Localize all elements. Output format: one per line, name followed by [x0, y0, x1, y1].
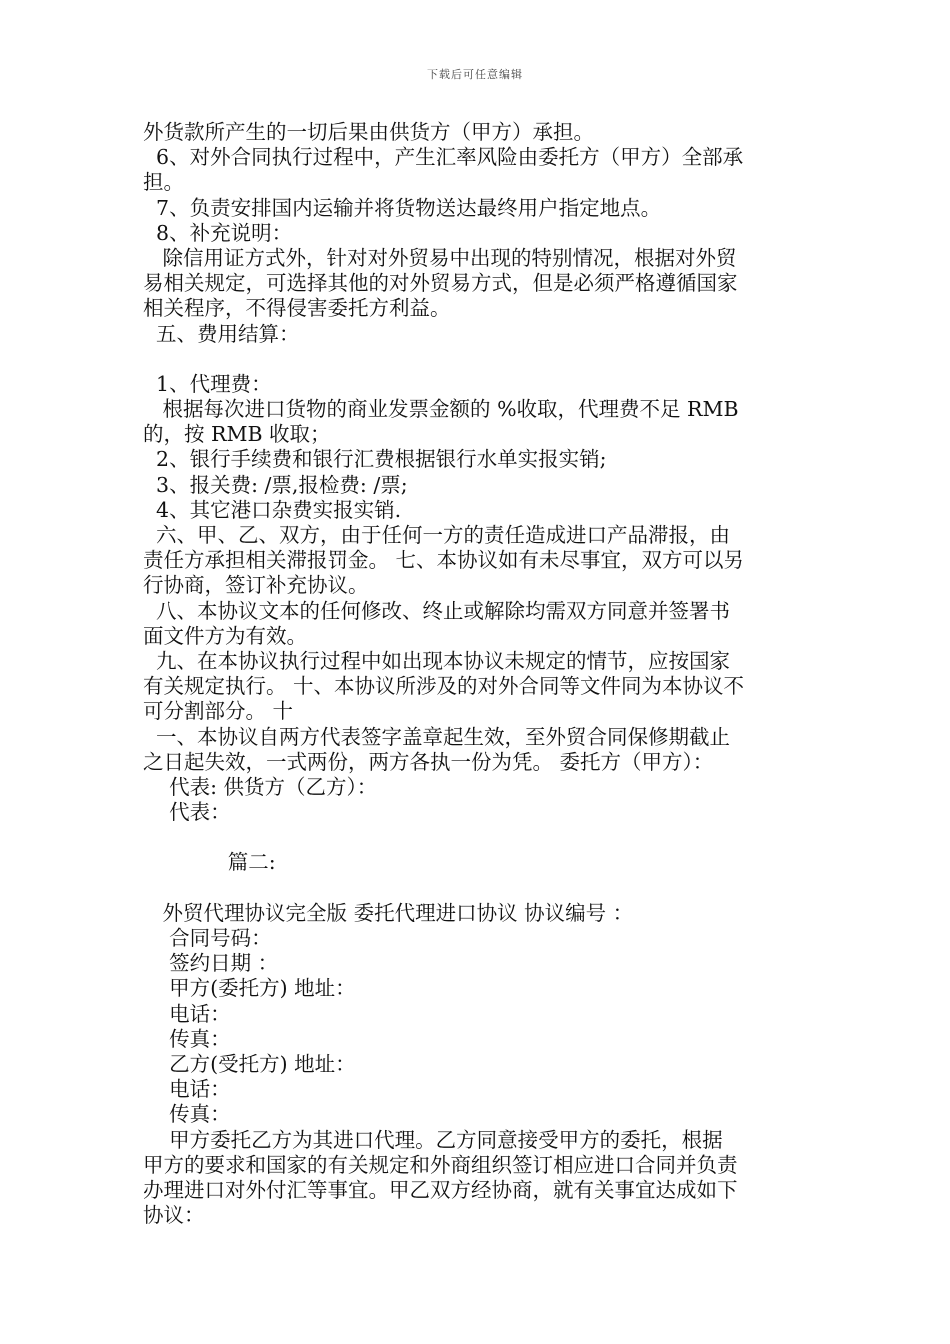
text-line: 签约日期 ： [143, 951, 279, 976]
text-line: 4、其它港口杂费实报实销. [143, 497, 402, 522]
text-line: 之日起失效，一式两份，两方各执一份为凭。 委托方（甲方）： [143, 749, 714, 774]
text-line: 担。 [143, 170, 184, 195]
text-line: 代表: 供货方（乙方）： [143, 774, 378, 799]
blank-line [143, 347, 805, 372]
text-line: 一、本协议自两方代表签字盖章起生效，至外贸合同保修期截止 [143, 724, 731, 749]
text-line: 六、甲、乙、双方，由于任何一方的责任造成进口产品滞报，由 [143, 523, 731, 547]
text-line: 根据每次进口货物的商业发票金额的 %收取，代理费不足 RMB [143, 397, 739, 422]
text-line: 8、补充说明： [143, 220, 293, 245]
text-line: 传真： [143, 1026, 231, 1051]
text-line: 有关规定执行。 十、本协议所涉及的对外合同等文件同为本协议不 [143, 674, 745, 699]
blank-line [143, 825, 805, 850]
text-line: 面文件方为有效。 [143, 623, 307, 648]
page-header: 下载后可任意编辑 [427, 68, 523, 81]
text-line: 除信用证方式外，针对对外贸易中出现的特别情况，根据对外贸 [143, 245, 737, 270]
text-line: 电话： [143, 1077, 231, 1102]
text-line: 易相关规定，可选择其他的对外贸易方式，但是必须严格遵循国家 [143, 271, 738, 296]
text-line: 3、报关费: /票,报检费: /票; [143, 472, 408, 497]
text-line: 责任方承担相关滞报罚金。 七、本协议如有未尽事宜，双方可以另 [143, 548, 745, 573]
document-body [143, 120, 805, 1228]
text-line: 合同号码： [143, 926, 272, 950]
text-line: 篇二: [143, 850, 276, 875]
text-line: 6、对外合同执行过程中，产生汇率风险由委托方（甲方）全部承 [143, 145, 744, 170]
text-line: 7、负责安排国内运输并将货物送达最终用户指定地点。 [143, 195, 662, 220]
text-line: 甲方的要求和国家的有关规定和外商组织签订相应进口合同并负责 [143, 1152, 738, 1177]
text-line: 行协商，签订补充协议。 [143, 573, 369, 598]
text-line: 电话： [143, 1001, 231, 1026]
text-line: 相关程序，不得侵害委托方利益。 [143, 296, 451, 321]
text-line: 九、在本协议执行过程中如出现本协议未规定的情节，应按国家 [143, 648, 731, 673]
text-line: 五、费用结算： [143, 321, 300, 346]
text-line: 办理进口对外付汇等事宜。甲乙双方经协商，就有关事宜达成如下 [143, 1177, 738, 1202]
text-line: 甲方(委托方) 地址： [143, 976, 356, 1001]
text-line: 代表： [143, 800, 231, 825]
text-line: 1、代理费： [143, 371, 272, 396]
text-line: 协议： [143, 1203, 205, 1228]
text-line: 外贸代理协议完全版 委托代理进口协议 协议编号 ： [143, 900, 634, 925]
text-line: 2、银行手续费和银行汇费根据银行水单实报实销; [143, 447, 607, 472]
text-line: 乙方(受托方) 地址： [143, 1051, 356, 1076]
text-line: 甲方委托乙方为其进口代理。乙方同意接受甲方的委托，根据 [143, 1127, 723, 1152]
text-line: 的，按 RMB 收取； [143, 422, 331, 447]
text-line: 外货款所产生的一切后果由供货方（甲方）承担。 [143, 120, 594, 144]
text-line: 八、本协议文本的任何修改、终止或解除均需双方同意并签署书 [143, 598, 731, 623]
blank-line [143, 876, 805, 901]
text-line: 可分割部分。 十 [143, 699, 294, 724]
text-line: 传真： [143, 1102, 231, 1127]
